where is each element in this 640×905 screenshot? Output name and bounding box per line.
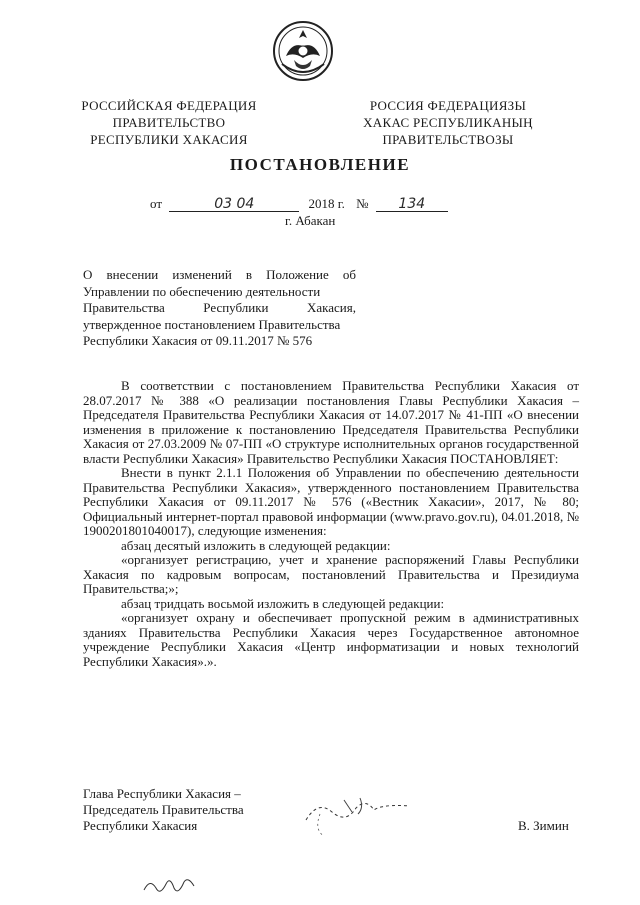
- date-line: [150, 196, 448, 212]
- header-right-line: РОССИЯ ФЕДЕРАЦИЯЗЫ: [369, 98, 527, 113]
- body-paragraph: «организует охрану и обеспечивает пропускной режим в административных зданиях Правительства Республики Хакасия через Государственное автономное учреждение Республики Хакасия «Центр информатизации и новых технологий Республики Хакасия».».: [83, 610, 579, 669]
- header-left-line: РОССИЙСКАЯ ФЕДЕРАЦИЯ: [81, 98, 257, 113]
- subject-line: О внесении изменений в Положение об: [83, 267, 356, 282]
- header-left-line: ПРАВИТЕЛЬСТВО: [112, 115, 226, 130]
- city: г. Абакан: [285, 213, 336, 228]
- header-left-line: РЕСПУБЛИКИ ХАКАСИЯ: [90, 132, 248, 147]
- signatory-position: [83, 786, 244, 834]
- handwritten-initials: [140, 870, 200, 900]
- body-paragraph: Внести в пункт 2.1.1 Положения об Управлении по обеспечению деятельности Правительства Республики Хакасия», утвержденного постановлением Правительства Республики Хакасия от 09.11.2017 № 576 («Вестник Хакасии», 2017, № 80; Официальный интернет-портал правовой информации (www.pravo.gov.ru), 04.01.2018, № 1900201801040017), следующие изменения:: [83, 465, 579, 538]
- signatory-line: Глава Республики Хакасия –: [83, 786, 241, 801]
- date-field: 03 04: [169, 197, 299, 212]
- year: 2018 г.: [308, 196, 345, 211]
- date-prefix: от: [150, 196, 163, 211]
- body-paragraph: абзац десятый изложить в следующей редакции:: [121, 537, 391, 553]
- header-right-line: ХАКАС РЕСПУБЛИКАНЫҢ: [363, 115, 533, 130]
- number-field: 134: [376, 197, 448, 212]
- header-left: [74, 97, 264, 148]
- document-body: [83, 379, 579, 669]
- document-title: ПОСТАНОВЛЕНИЕ: [229, 155, 411, 174]
- number-sign: №: [356, 196, 369, 211]
- signatory-line: Председатель Правительства: [83, 802, 244, 817]
- signatory-name: В. Зимин: [518, 818, 569, 833]
- handwritten-signature: [300, 790, 420, 840]
- subject-block: [83, 267, 356, 350]
- body-paragraph: В соответствии с постановлением Правительства Республики Хакасия от 28.07.2017 № 388 «О реализации постановления Главы Республики Хакасия – Председателя Правительства Республики Хакасия от 14.07.2017 № 41-ПП «О внесении изменения в приложение к постановлению Председателя Правительства Республики Хакасия от 27.03.2009 № 07-ПП «О структуре исполнительных органов государственной власти Республики Хакасия» Правительство Республики Хакасия ПОСТАНОВЛЯЕТ:: [83, 378, 579, 466]
- subject-line: утвержденное постановлением Правительства: [83, 316, 341, 332]
- subject-line: Республики Хакасия от 09.11.2017 № 576: [83, 333, 313, 349]
- header-right: [348, 97, 548, 148]
- body-paragraph: абзац тридцать восьмой изложить в следующей редакции:: [121, 595, 445, 611]
- header-right-line: ПРАВИТЕЛЬСТВОЗЫ: [382, 132, 514, 147]
- coat-of-arms-emblem: [272, 20, 334, 82]
- subject-line: Управлении по обеспечению деятельности: [83, 283, 321, 299]
- body-paragraph: «организует регистрацию, учет и хранение распоряжений Главы Республики Хакасия по кадровым вопросам, постановлений Правительства и Президиума Правительства;»;: [83, 552, 579, 596]
- subject-line: Правительства Республики Хакасия,: [83, 300, 356, 316]
- signatory-line: Республики Хакасия: [83, 818, 198, 833]
